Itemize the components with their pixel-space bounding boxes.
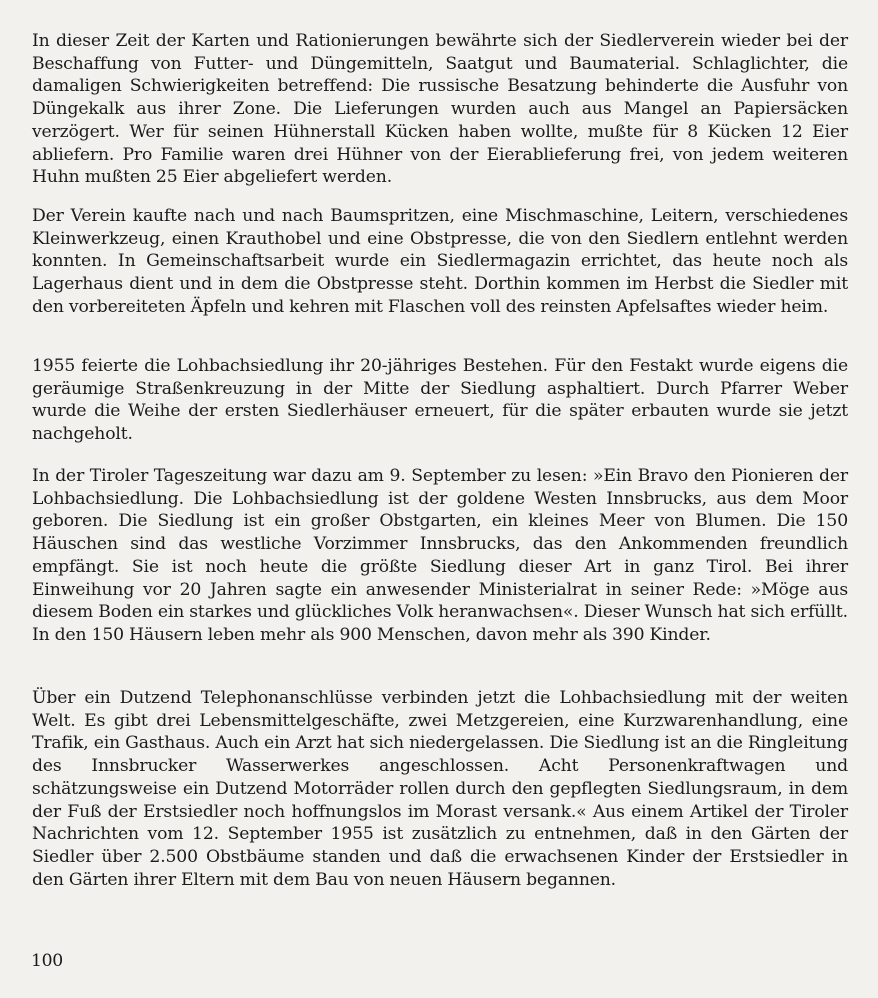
paragraph-anniversary: 1955 feierte die Lohbachsiedlung ihr 20-jähriges Bestehen. Für den Festakt wurde eigens die geräumige Straßenkreuzung in der Mitte der Siedlung asphaltiert. Durch Pfarrer Weber wurde die Weihe der ersten Siedlerhäuser erneuert, für die später erbauten wurde sie jetzt nachgeholt. [32,356,848,445]
paragraph-rationing: In dieser Zeit der Karten und Rationierungen bewährte sich der Siedlerverein wieder bei der Beschaffung von Futter- und Düngemitteln, Saatgut und Baumaterial. Schlaglichter, die damaligen Schwierigkeiten betreffend: Die russische Besatzung behinderte die Ausfuhr von Düngekalk aus ihrer Zone. Die Lieferungen wurden auch aus Mangel an Papiersäcken verzögert. Wer für seinen Hühnerstall Kücken haben wollte, mußte für 8 Kücken 12 Eier abliefern. Pro Familie waren drei Hühner von der Eierablieferung frei, von jedem weiteren Huhn mußten 25 Eier abgeliefert werden. [32,31,848,188]
page-number: 100 [31,951,63,971]
paragraph-equipment: Der Verein kaufte nach und nach Baumspritzen, eine Mischmaschine, Leitern, verschiedenes Kleinwerkzeug, einen Krauthobel und eine Obstpresse, die von den Siedlern entlehnt werden konnten. In Gemeinschaftsarbeit wurde ein Siedlermagazin errichtet, das heute noch als Lagerhaus dient und in dem die Obstpresse steht. Dorthin kommen im Herbst die Siedler mit den vorbereiteten Äpfeln und kehren mit Flaschen voll des reinsten Apfelsaftes wieder heim. [32,206,848,317]
paragraph-infrastructure: Über ein Dutzend Telephonanschlüsse verbinden jetzt die Lohbachsiedlung mit der weiten Welt. Es gibt drei Lebensmittelgeschäfte, zwei Metzgereien, eine Kurzwarenhandlung, eine Trafik, ein Gasthaus. Auch ein Arzt hat sich niedergelassen. Die Siedlung ist an die Ringleitung des Innsbrucker Wasserwerkes angeschlossen. Acht Personenkraftwagen und schätzungsweise ein Dutzend Motorräder rollen durch den gepflegten Siedlungsraum, in dem der Fuß der Erstsiedler noch hoffnungslos im Morast versank.« Aus einem Artikel der Tiroler Nachrichten vom 12. September 1955 ist zusätzlich zu entnehmen, daß in den Gärten der Siedler über 2.500 Obstbäume standen und daß die erwachsenen Kinder der Erstsiedler in den Gärten ihrer Eltern mit dem Bau von neuen Häusern begannen. [32,688,848,890]
paragraph-newspaper-quote: In der Tiroler Tageszeitung war dazu am 9. September zu lesen: »Ein Bravo den Pionieren der Lohbachsiedlung. Die Lohbachsiedlung ist der goldene Westen Innsbrucks, aus dem Moor geboren. Die Siedlung ist ein großer Obstgarten, ein kleines Meer von Blumen. Die 150 Häuschen sind das westliche Vorzimmer Innsbrucks, das den Ankommenden freundlich empfängt. Sie ist noch heute die größte Siedlung dieser Art in ganz Tirol. Bei ihrer Einweihung vor 20 Jahren sagte ein anwesender Ministerialrat in seiner Rede: »Möge aus diesem Boden ein starkes und glückliches Volk heranwachsen«. Dieser Wunsch hat sich erfüllt. In den 150 Häusern leben mehr als 900 Menschen, davon mehr als 390 Kinder. [32,466,848,645]
